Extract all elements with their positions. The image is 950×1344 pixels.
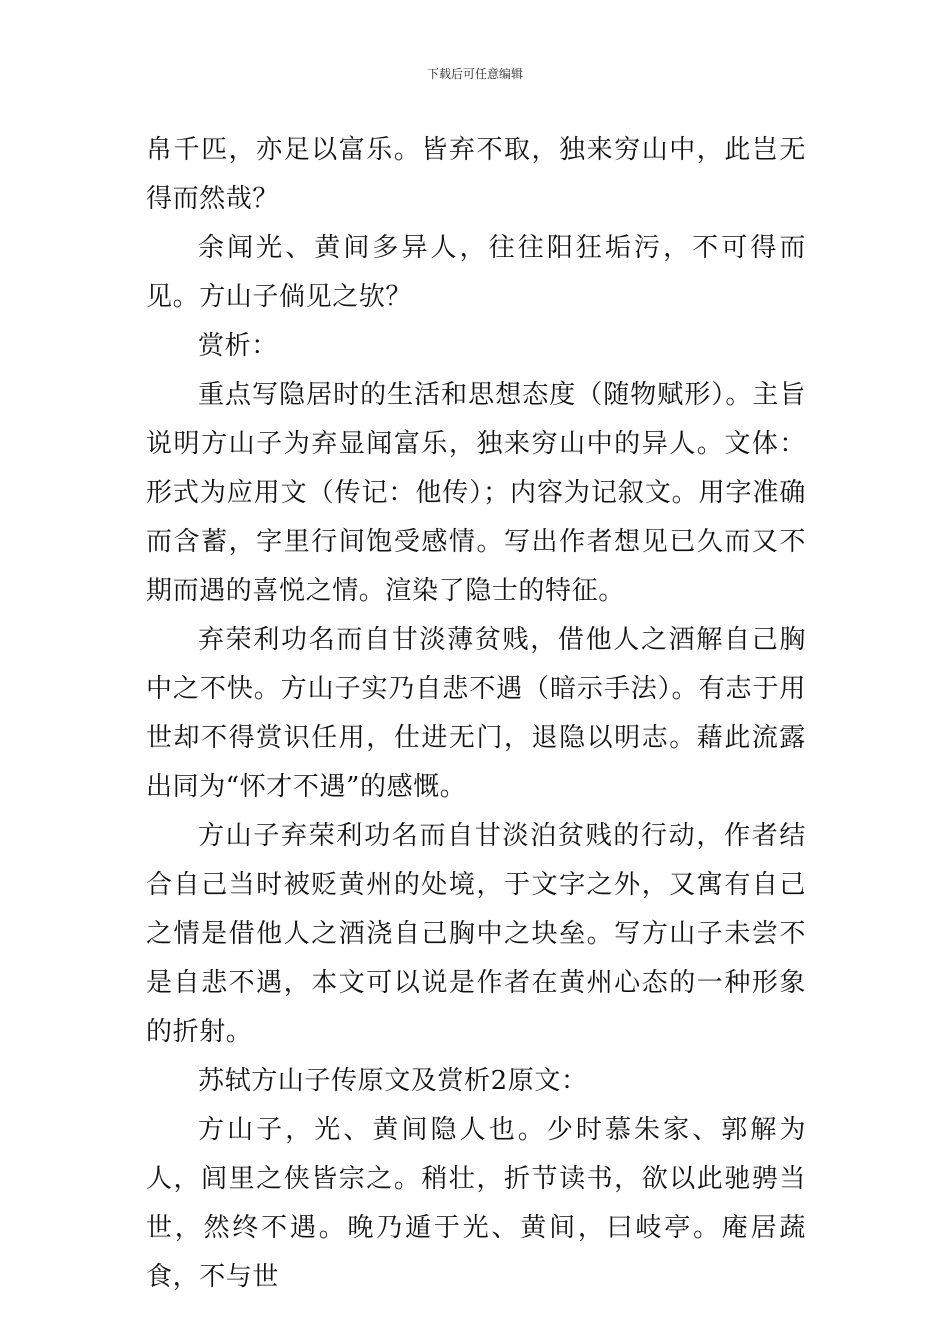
paragraph-6: 方山子弃荣利功名而自甘淡泊贫贱的行动，作者结合自己当时被贬黄州的处境，于文字之外，又寓有自己之情是借他人之酒浇自己胸中之块垒。写方山子未尝不是自悲不遇，本文可以说是作者在黄州心态的一种形象的折射。 <box>146 821 806 1047</box>
paragraph-8: 方山子，光、黄间隐人也。少时慕朱家、郭解为人，闾里之侠皆宗之。稍壮，折节读书，欲以此驰骋当世，然终不遇。晚乃遁于光、黄间，曰岐亭。庵居蔬食，不与世 <box>146 1115 806 1292</box>
page-header: 下载后可任意编辑 <box>426 67 523 81</box>
paragraph-4: 重点写隐居时的生活和思想态度（随物赋形）。主旨说明方山子为弃显闻富乐，独来穷山中的异人。文体：形式为应用文（传记：他传）；内容为记叙文。用字准确而含蓄，字里行间饱受感情。写出作者想见已久而又不期而遇的喜悦之情。渲染了隐士的特征。 <box>146 380 806 606</box>
paragraph-5: 弃荣利功名而自甘淡薄贫贱，借他人之酒解自己胸中之不快。方山子实乃自悲不遇（暗示手法）。有志于用世却不得赏识任用，仕进无门，退隐以明志。藉此流露出同为“怀才不遇”的感慨。 <box>146 625 806 802</box>
document-body <box>146 126 806 1302</box>
paragraph-2: 余闻光、黄间多异人，往往阳狂垢污，不可得而见。方山子倘见之欤？ <box>146 233 806 312</box>
paragraph-section-title: 苏轼方山子传原文及赏析2原文： <box>198 1066 588 1096</box>
paragraph-analysis-heading: 赏析： <box>198 331 278 361</box>
paragraph-1: 帛千匹，亦足以富乐。皆弃不取，独来穷山中，此岂无得而然哉？ <box>146 135 806 214</box>
